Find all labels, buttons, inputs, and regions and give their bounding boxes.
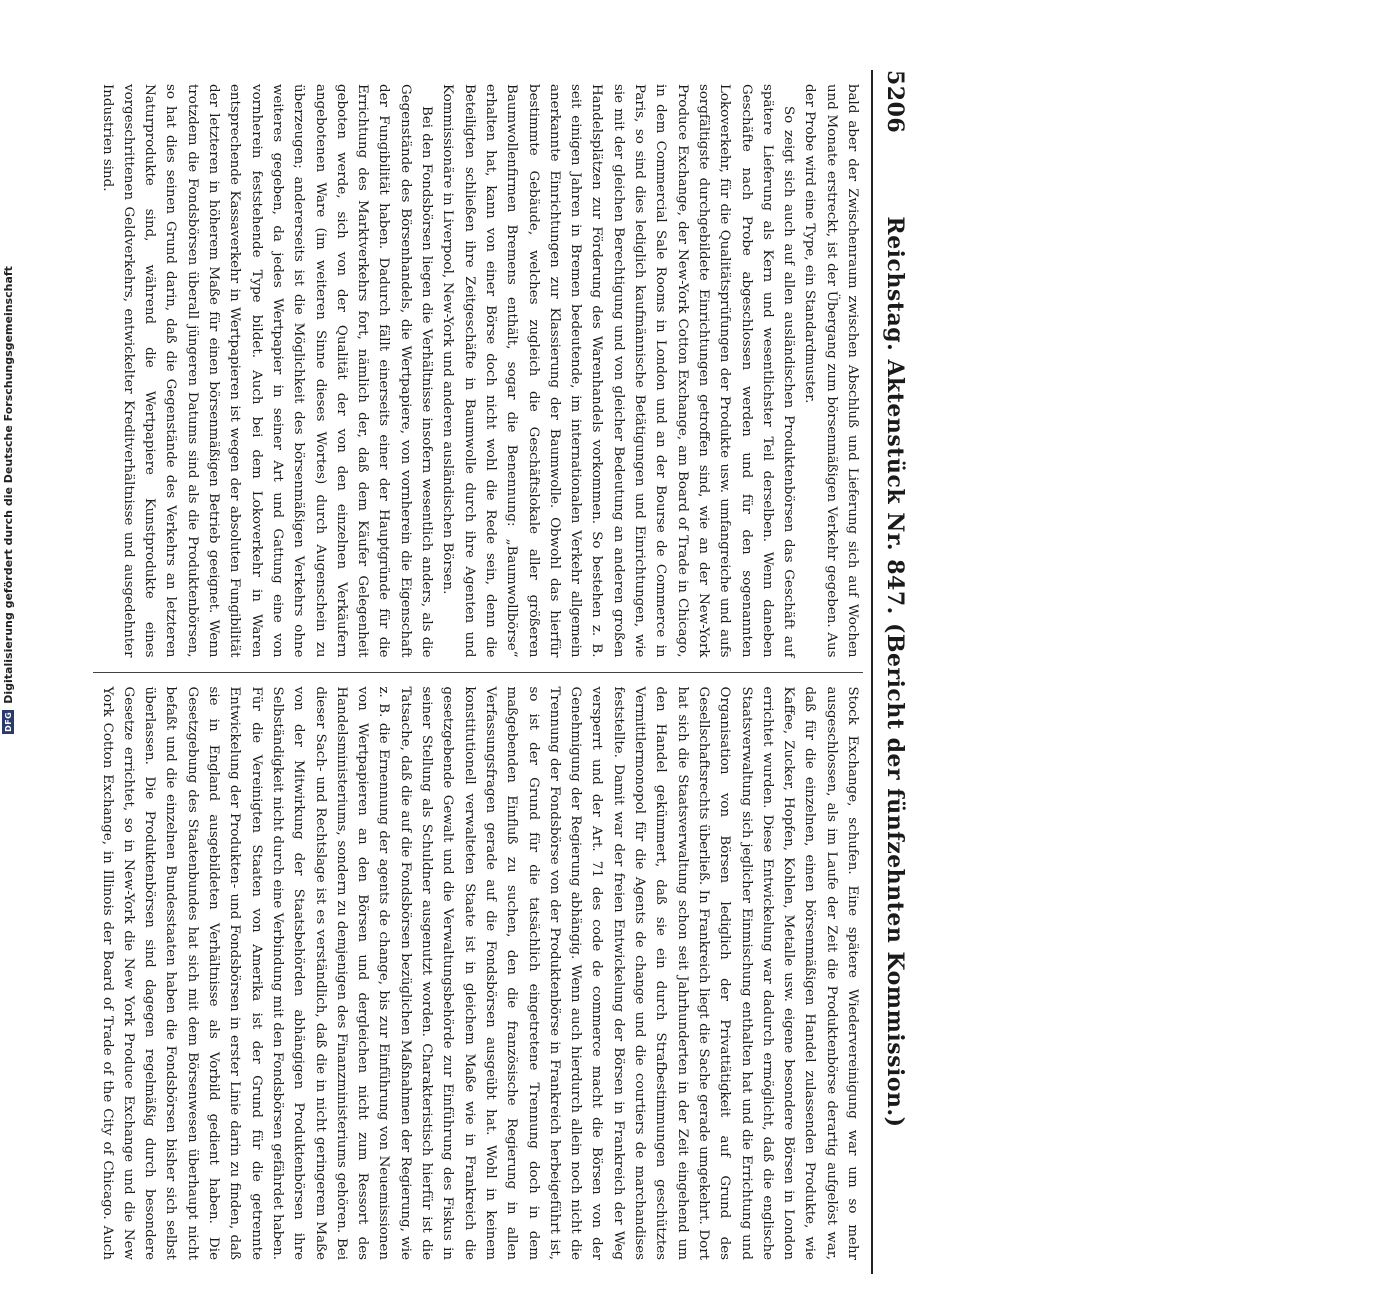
- text-columns: [93, 70, 863, 1274]
- funding-credit: [1, 0, 15, 1000]
- paragraph: Stock Exchange, schufen. Eine spätere Wiedervereinigung war um so mehr ausgeschlossen, als im Laufe der Zeit die Produktenbörse derartig aufgelöst war, daß für die einzelnen, einen börsenmäßigen Handel zulassenden Produkte, wie Kaffee, Zucker, Hopfen, Kohlen, Metalle usw. eigene besondere Börsen in London errichtet wurden. Diese Entwickelung war dadurch ermöglicht, daß die englische Staatsverwaltung sich jeglicher Einmischung enthalten hat und die Errichtung und Organisation von Börsen lediglich der Privattätigkeit auf Grund des Gesellschaftsrechts überließ. In Frankreich liegt die Sache gerade umgekehrt. Dort hat sich die Staatsverwaltung schon seit Jahrhunderten in der Zeit eingehend um den Handel gekümmert, daß sie ein durch Strafbestimmungen geschütztes Vermittlermonopol für die Agents de change und die courtiers de marchandises feststellte. Damit war der freien Entwickelung der Börsen in Frankreich der Weg versperrt und der Art. 71 des code de commerce macht die Börsen von der Genehmigung der Regierung abhängig. Wenn auch hierdurch allein noch nicht die Trennung der Fondsbörse von der Produktenbörse in Frankreich herbeigeführt ist, so ist der Grund für die tatsächlich eingetretene Trennung doch in dem maßgebenden Einfluß zu suchen, den die französische Regierung in allen Verfassungsfragen gerade auf die Fondsbörsen ausgeübt hat. Wohl in keinem konstitutionell verwalteten Staate ist in gleichem Maße wie in Frankreich die gesetzgebende Gewalt und die Verwaltungsbehörde zur Einführung des Fiskus in seiner Stellung als Schuldner ausgenutzt worden. Charakteristisch hierfür ist die Tatsache, daß die auf die Fondsbörsen bezüglichen Maßnahmen der Regierung, wie z. B. die Ernennung der agents de change, bis zur Einführung von Neuemissionen von Wertpapieren an den Börsen und dergleichen nicht zum Ressort des Handelsministeriums, sondern zu demjenigen des Finanzministeriums gehören. Bei dieser Sach- und Rechtslage ist es verständlich, daß die in nicht geringerem Maße von der Mitwirkung der Staatsbehörden abhängigen Produktenbörsen ihre Selbständigkeit nicht durch eine Verbindung mit den Fondsbörsen gefährdet haben. Für die Vereinigten Staaten von Amerika ist der Grund für die getrennte Entwickelung der Produkten- und Fondsbörsen in erster Linie darin zu finden, daß sie in England ausgebildeten Verhältnisse als Vorbild gedient haben. Die Gesetzgebung des Staatenbundes hat sich mit dem Börsenwesen überhaupt nicht befaßt und die einzelnen Bundesstaaten haben die Fondsbörsen bisher sich selbst überlassen. Die Produktenbörsen sind dagegen regelmäßig durch besondere Gesetze errichtet, so in New-York die New York Produce Exchange und die New York Cotton Exchange, in Illinois der Board of Trade of the City of Chicago. Auch: [99, 686, 860, 1260]
- header-rule: [871, 70, 873, 1274]
- paragraph: bald aber der Zwischenraum zwischen Abschluß und Lieferung sich auf Wochen und Monate erstreckt, ist der Übergang zum börsenmäßigen Verkehr gegeben. Aus der Probe wird eine Type, ein Standardmuster.: [802, 84, 860, 658]
- paragraph: [93, 84, 96, 658]
- left-column: [93, 70, 863, 672]
- credit-text: Digitalisierung gefördert durch die Deutsche Forschungsgemeinschaft: [1, 266, 15, 704]
- page-number: 5206: [882, 70, 908, 134]
- paragraph: Bei den Fondsbörsen liegen die Verhältnisse insofern wesentlich anders, als die Gegenstände des Börsenhandels, die Wertpapiere, von vornherein die Eigenschaft der Fungibilität haben. Dadurch fällt einerseits einer der Hauptgründe für die Errichtung des Marktverkehrs fort, nämlich der, daß dem Käufer Gelegenheit geboten werde, sich von der Qualität der von den einzelnen Verkäufern angebotenen Ware (im weiteren Sinne dieses Wortes) durch Augenschein zu überzeugen; andererseits ist die Möglichkeit des börsenmäßigen Verkehrs ohne weiteres gegeben, da jedes Wertpapier in seiner Art und Gattung eine von vornherein feststehende Type bildet. Auch bei dem Lokoverkehr in Waren entsprechende Kassaverkehr in Wertpapieren ist wegen der absoluten Fungibilität der letzteren in höherem Maße für einen börsenmäßigen Betrieb geeignet. Wenn trotzdem die Fondsbörsen überall jüngeren Datums sind als die Produktenbörsen, so hat dies seinen Grund darin, daß die Gegenstände des Verkehrs an letzteren Naturprodukte sind, während die Wertpapiere Kunstprodukte eines vorgeschrittenen Geldverkehrs, entwickelter Kreditverhältnisse und ausgedehnter Industrien sind.: [99, 84, 435, 658]
- scanned-page: [85, 52, 915, 1292]
- right-column: [93, 673, 863, 1275]
- page-title: Reichstag. Aktenstück Nr. 847. (Bericht der fünfzehnten Kommission.): [882, 216, 908, 1128]
- paragraph: So zeigt sich auch auf allen ausländischen Produktenbörsen das Geschäft auf spätere Lieferung als Kern und wesentlichster Teil derselben. Wenn daneben Geschäfte nach Probe abgeschlossen werden und für den sogenannten Lokoverkehr, für die Qualitätsprüfungen der Produkte usw. umfangreiche und aufs sorgfältigste durchgebildete Einrichtungen getroffen sind, wie an der New-York Produce Exchange, der New-York Cotton Exchange, am Board of Trade in Chicago, in dem Commercial Sale Rooms in London und an der Bourse de Commerce in Paris, so sind dies lediglich kaufmännische Betätigungen und Einrichtungen, wie sie mit der gleichen Berechtigung und von gleicher Bedeutung an anderen großen Handelsplätzen zur Förderung des Warenhandels vorkommen. So bestehen z. B. seit einigen Jahren in Bremen bedeutende, im internationalen Verkehr allgemein anerkannte Einrichtungen zur Klassierung der Baumwolle. Obwohl das hierfür bestimmte Gebäude, welches zugleich die Geschäftslokale aller größeren Baumwollenfirmen Bremens enthält, sogar die Benennung: „Baumwollbörse“ erhalten hat, kann von einer Börse doch nicht wohl die Rede sein, denn die Beteiligten schließen ihre Zeitgeschäfte in Baumwolle durch ihre Agenten und Kommissionäre in Liverpool, New-York und anderen ausländischen Börsen.: [440, 84, 797, 658]
- dfg-logo: DFG: [3, 711, 13, 732]
- page-header: [875, 70, 915, 1274]
